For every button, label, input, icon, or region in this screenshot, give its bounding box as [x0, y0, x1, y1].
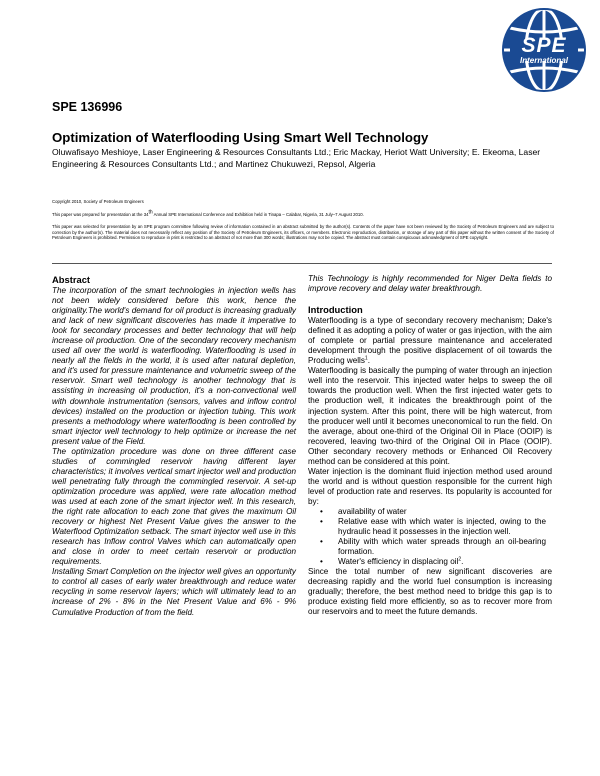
logo-spe: SPE: [521, 34, 567, 57]
bullet-icon: •: [320, 557, 323, 567]
header-rule: [52, 263, 552, 264]
intro-paragraph-1: [308, 316, 552, 366]
abstract-paragraph-1: The incorporation of the smart technologies in injection wells has not been widely considered before this work, hence the originality.The world's demand for oil product is increasing gradually and lack of new significant discoveries has made it imperative to look for secondary processes and better technology that will help increase oil production. One of the secondary recovery mechanism used all over the world is waterflooding. Waterflooding is used in nearly all the fields in the world, it is used after natural depletion, and it's used for pressure maintenance and volumetric sweep of the reservoir. Smart well technology is another technology that is assisting in increasing oil production, it's a non-convectional well with downhole instrumentation (sensors, valves and inflow control devices) installed on the production or injection tubing. This work presents a methodology where waterflooding is been controlled by smart injector well technology to help optimize or increase the net present value of the Field.: [52, 286, 296, 446]
disclaimer: This paper was selected for presentation by an SPE program committee following review of information contained in an abstract submitted by the author(s). Contents of the paper have not been reviewed by the Society of Petroleum Engineers and are subject to correction by the author(s). The material does not necessarily reflect any position of the Society of Petroleum Engineers, its officers, or members. Electronic reproduction, distribution, or storage of any part of this paper without the written consent of the Society of Petroleum Engineers is prohibited. Permission to reproduce in print is restricted to an abstract of not more than 300 words; illustrations may not be copied. The abstract must contain conspicuous acknowledgment of SPE copyright.: [52, 224, 554, 241]
ref-2: 2: [458, 556, 462, 563]
abstract-paragraph-3: Installing Smart Completion on the injector well gives an opportunity to control all cases of early water breakthrough and reduce water recycling in some reservoir layers; which will ultimately lead to an increase of 2% - 8% in the Net Present Value and 6% - 9% Cumulative Production of from the field.: [52, 567, 296, 617]
list-item: [308, 557, 552, 567]
abstract-continuation: This Technology is highly recommended for Niger Delta fields to improve recovery and delay water breakthrough.: [308, 274, 552, 294]
list-item: [308, 517, 552, 537]
abstract-paragraph-2: The optimization procedure was done on three different case studies of commingled reservoir having different layer characteristics; it involves vertical smart injector well and production well penetrating fully through the commingled reservoir. A set-up optimization procedure was applied, were rate allocation method was used at each zone of the smart injector well. In this research, the right rate allocation to each zone that gives the maximum Oil recovery or highest Net Present Value gives the answer to the Waterflood Optimization setback. The smart injector well use in this research has Inflow control Valves which can automatically open and close in order to meet certain reservoir or production requirements.: [52, 446, 296, 567]
bullet-text: Relative ease with which water is injected, owing to the hydraulic head it possesses in the injection well.: [338, 517, 546, 537]
intro-paragraph-4: Since the total number of new significant discoveries are decreasing rapidly and the world fuel consumption is increasing gradually; therefore, the best method need to bridge this gap is to produce existing field more efficiently, so as to recover more from our reservoirs and to meet the future demands.: [308, 567, 552, 617]
intro-p1-text: Waterflooding is a type of secondary recovery mechanism; Dake's defined it as adopting a policy of water or gas injection, with the aim of complete or partial pressure maintenance and accelerated development through the positive displacement of oil towards the Producing wells: [308, 316, 552, 366]
bullet-list: [308, 507, 552, 567]
logo-text: [500, 35, 588, 66]
list-item: [308, 537, 552, 557]
list-item: [308, 507, 552, 517]
logo-international: International: [519, 56, 568, 65]
bullet-icon: •: [320, 537, 323, 547]
authors: Oluwafisayo Meshioye, Laser Engineering & Resources Consultants Ltd.; Eric Mackay, Heriot Watt University; E. Ekeoma, Laser Engineering & Resources Consultants Ltd.; and Martinez Chukuwezi, Repsol, Algeria: [52, 147, 541, 169]
bullet-text: availability of water: [338, 506, 407, 516]
conference-post: Annual SPE International Conference and Exhibition held in Tinapa – Calabar, Nigeria, 31 July–7 August 2010.: [152, 212, 364, 217]
right-column: [308, 274, 552, 618]
bullet-end: .: [461, 557, 464, 567]
introduction-heading: Introduction: [308, 304, 363, 316]
bullet-icon: •: [320, 506, 323, 516]
intro-paragraph-3: Water injection is the dominant fluid injection method used around the world and is without question responsible for the current high level of production rate and reserves. Its popularity is accounted for by:: [308, 466, 552, 506]
conference-sup: th: [148, 209, 153, 216]
paper-title: Optimization of Waterflooding Using Smart Well Technology: [52, 130, 429, 145]
intro-paragraph-2: Waterflooding is basically the pumping of water through an injection well into the reservoir. This injected water helps to sweep the oil towards the production well. When the first injected water gets to the production well, it indicates the breakthrough point of the injection system. After this point, there will be high watercut, from the producer well until it becomes uneconomical to run the field. On the average, about one-third of the Original Oil in Place (OOIP) is recovered, leaving two-third of the Original Oil in Place (OOIP). Other secondary recovery methods or Enhanced Oil Recovery method can be considered at this point.: [308, 366, 552, 466]
abstract-heading: Abstract: [52, 274, 91, 285]
ref-1: 1: [364, 355, 368, 362]
copyright-line: Copyright 2010, Society of Petroleum Engineers: [52, 199, 144, 204]
paper-number: SPE 136996: [52, 100, 123, 114]
left-column: [52, 274, 296, 618]
conference-line: [52, 209, 554, 218]
intro-p1-end: .: [367, 356, 370, 366]
conference-pre: This paper was prepared for presentation at the 34: [52, 212, 149, 217]
bullet-text: Water's efficiency in displacing oil: [338, 557, 459, 567]
bullet-text: Ability with which water spreads through an oil-bearing formation.: [338, 537, 546, 557]
bullet-icon: •: [320, 517, 323, 527]
